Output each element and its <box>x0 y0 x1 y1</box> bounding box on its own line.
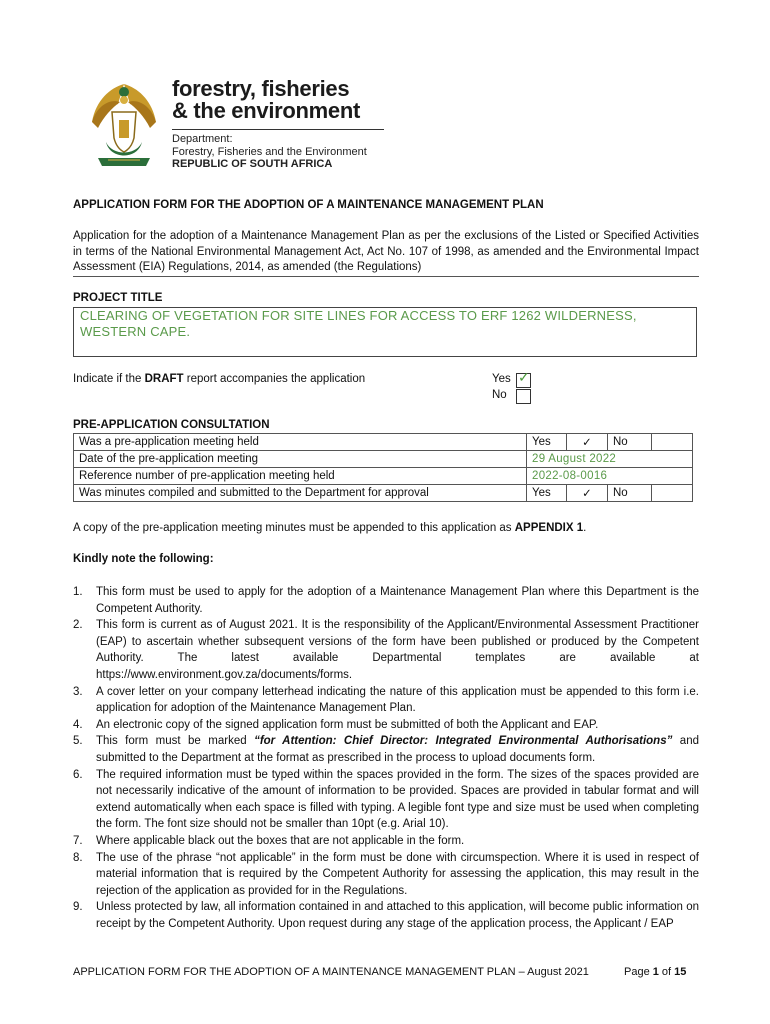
list-text: The use of the phrase “not applicable” in the form must be done with circumspection. Where it is used in respect of material information that is required by the Competent Authority for assessing the application, this may result in the rejection of the application as provided for in the Regulations. <box>96 851 699 897</box>
list-text: This form is current as of August 2021. It is the responsibility of the Applicant/Environmental Assessment Practitioner (EAP) to ascertain whether subsequent versions of the form have been published or produced by the Competent Authority. The latest available Departmental templates are available at https://www.environment.gov.za/documents/forms. <box>96 619 699 681</box>
list-number: 5. <box>73 735 83 748</box>
table-row <box>74 434 693 451</box>
check-icon[interactable]: ✓ <box>567 434 608 451</box>
draft-question-suffix: report accompanies the application <box>183 373 366 385</box>
draft-yes-label: Yes <box>492 373 511 385</box>
section-divider <box>73 276 699 277</box>
draft-no-checkbox[interactable] <box>516 389 531 404</box>
check-icon[interactable]: ✓ <box>567 485 608 502</box>
no-cell: No <box>608 485 652 502</box>
table-row <box>74 468 693 485</box>
notes-list <box>73 584 699 932</box>
list-text: An electronic copy of the signed application form must be submitted of both the Applicant and EAP. <box>96 718 599 731</box>
draft-question <box>73 373 365 385</box>
page-title: APPLICATION FORM FOR THE ADOPTION OF A MAINTENANCE MANAGEMENT PLAN <box>73 199 544 211</box>
list-number: 1. <box>73 586 83 598</box>
appendix-note-text: A copy of the pre-application meeting minutes must be appended to this application as <box>73 522 515 534</box>
table-row <box>74 451 693 468</box>
list-number: 3. <box>73 685 83 698</box>
no-cell: No <box>608 434 652 451</box>
logo-divider <box>172 129 384 130</box>
footer-text: APPLICATION FORM FOR THE ADOPTION OF A MAINTENANCE MANAGEMENT PLAN – August 2021 <box>73 966 589 978</box>
table-row <box>74 485 693 502</box>
page-number <box>624 966 686 978</box>
appendix-note-bold: APPENDIX 1 <box>514 522 584 534</box>
list-number: 4. <box>73 718 83 731</box>
list-item <box>73 733 699 766</box>
coat-of-arms-logo <box>86 78 162 170</box>
list-number: 6. <box>73 768 83 781</box>
check-icon: ✓ <box>518 369 530 385</box>
row-label: Reference number of pre-application meeting held <box>74 468 527 485</box>
draft-question-bold: DRAFT <box>144 373 184 385</box>
logo-title-line-2: & the environment <box>172 98 361 123</box>
department-label: Department: <box>172 133 233 145</box>
list-text: This form must be used to apply for the adoption of a Maintenance Management Plan where this Department is the Competent Authority. <box>96 586 699 615</box>
list-item <box>73 767 699 833</box>
list-item <box>73 684 699 717</box>
list-text-bold: “for Attention: Chief Director: Integrated Environmental Authorisations” <box>254 735 673 748</box>
list-number: 9. <box>73 901 83 914</box>
yes-cell: Yes <box>527 434 567 451</box>
total-pages: 15 <box>674 966 687 978</box>
list-text: A cover letter on your company letterhead indicating the nature of this application must be appended to this form i.e. application for adoption of the Maintenance Management Plan. <box>96 685 699 715</box>
draft-no-label: No <box>492 389 507 401</box>
project-title-value: CLEARING OF VEGETATION FOR SITE LINES FOR ACCESS TO ERF 1262 WILDERNESS, WESTERN CAPE. <box>80 308 637 339</box>
list-text: Where applicable black out the boxes that are not applicable in the form. <box>96 834 465 847</box>
no-check-cell[interactable] <box>652 485 693 502</box>
yes-cell: Yes <box>527 485 567 502</box>
list-item <box>73 833 699 850</box>
list-text: The required information must be typed within the spaces provided in the form. The sizes of the spaces provided are not necessarily indicative of the amount of information to be provided. Spaces are provided in tabular format and will extend automatically when each space is filled with typing. A legible font type and size must be used when completing the form. The font size should not be smaller than 10pt (e.g. Arial 10). <box>96 768 699 831</box>
list-number: 7. <box>73 834 83 847</box>
list-item <box>73 717 699 734</box>
department-logo-title <box>172 78 360 122</box>
appendix-note <box>73 522 586 534</box>
row-label: Date of the pre-application meeting <box>74 451 527 468</box>
row-label: Was minutes compiled and submitted to the Department for approval <box>74 485 527 502</box>
pre-application-table <box>73 433 693 502</box>
draft-question-prefix: Indicate if the <box>73 373 145 385</box>
list-item <box>73 899 699 932</box>
appendix-note-end: . <box>583 522 587 534</box>
list-item <box>73 584 699 617</box>
department-subtitle <box>172 133 367 171</box>
intro-paragraph: Application for the adoption of a Maintenance Management Plan as per the exclusions of the Listed or Specified Activities in terms of the National Environmental Management Act, Act No. 107 of 1998, as amended and the Environmental Impact Assessment (EIA) Regulations, 2014, as amended (the Regulations) <box>73 230 699 273</box>
list-text-pre: This form must be marked <box>96 735 255 748</box>
project-title-label: PROJECT TITLE <box>73 292 163 304</box>
kindly-note-heading: Kindly note the following: <box>73 553 214 565</box>
reference-number-value[interactable]: 2022-08-0016 <box>527 468 693 485</box>
list-number: 2. <box>73 619 83 632</box>
list-text: Unless protected by law, all information contained in and attached to this application, will become public information on receipt by the Competent Authority. Upon request during any stage of the application process, the Applicant / EAP <box>96 901 699 930</box>
logo-title-line-1: forestry, fisheries <box>172 76 350 101</box>
list-item <box>73 617 699 683</box>
row-label: Was a pre-application meeting held <box>74 434 527 451</box>
no-check-cell[interactable] <box>652 434 693 451</box>
department-name: Forestry, Fisheries and the Environment <box>172 145 367 158</box>
country-name: REPUBLIC OF SOUTH AFRICA <box>172 158 333 170</box>
list-text-post: and submitted to the Department at the format as prescribed in the process to upload documents form. <box>96 735 699 764</box>
pre-application-label: PRE-APPLICATION CONSULTATION <box>73 419 270 431</box>
list-number: 8. <box>73 851 83 864</box>
current-page: 1 <box>652 966 659 978</box>
list-item <box>73 850 699 900</box>
meeting-date-value[interactable]: 29 August 2022 <box>527 451 693 468</box>
page-of: of <box>658 966 675 978</box>
page-prefix: Page <box>624 966 653 978</box>
